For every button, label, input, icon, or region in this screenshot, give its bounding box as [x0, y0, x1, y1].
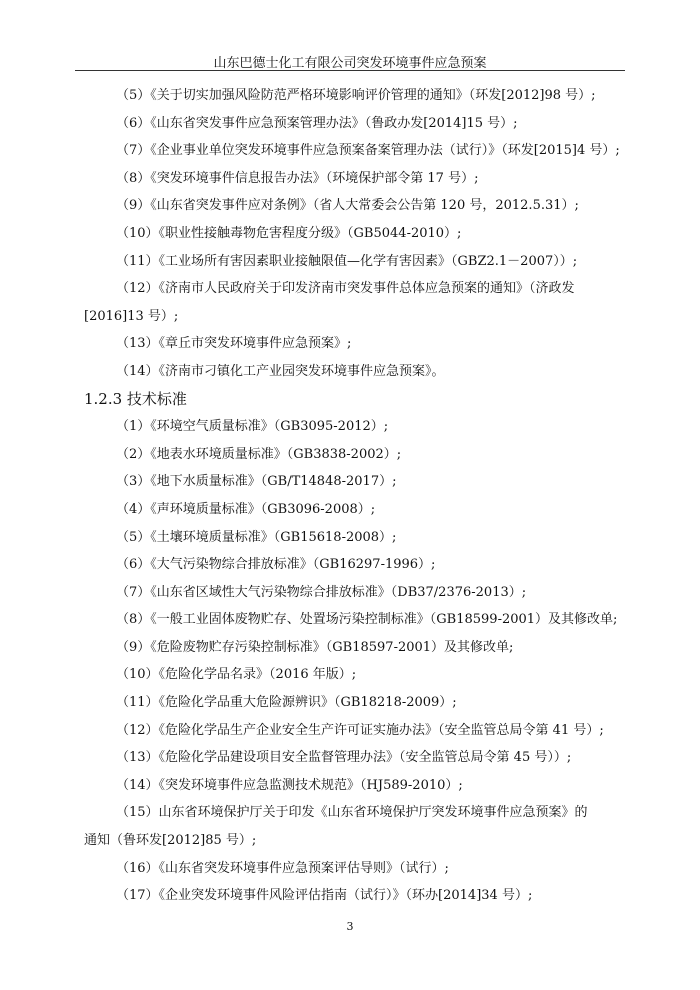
- standard-item: （11）《危险化学品重大危险源辨识》（GB18218-2009）;: [116, 695, 457, 711]
- standard-item: （7）《山东省区域性大气污染物综合排放标准》（DB37/2376-2013）;: [116, 584, 527, 600]
- page-number: 3: [346, 920, 354, 933]
- regulation-item: （14）《济南市刁镇化工产业园突发环境事件应急预案》。: [116, 363, 445, 379]
- standard-item: （4）《声环境质量标准》（GB3096-2008）;: [116, 501, 376, 517]
- standard-item: （16）《山东省突发环境事件应急预案评估导则》（试行）;: [116, 860, 449, 876]
- section-heading: 1.2.3 技术标准: [84, 389, 187, 408]
- regulation-item: （12）《济南市人民政府关于印发济南市突发事件总体应急预案的通知》（济政发: [116, 281, 575, 297]
- standard-item: （9）《危险废物贮存污染控制标准》（GB18597-2001）及其修改单;: [116, 639, 514, 655]
- standard-item: （2）《地表水环境质量标准》（GB3838-2002）;: [116, 446, 402, 462]
- standard-item: （8）《一般工业固体废物贮存、处置场污染控制标准》（GB18599-2001）及其修改单;: [116, 612, 618, 628]
- regulation-item: （6）《山东省突发事件应急预案管理办法》（鲁政办发[2014]15 号）;: [116, 115, 518, 131]
- regulation-item: （9）《山东省突发事件应对条例》（省人大常委会公告第 120 号，2012.5.31）;: [116, 198, 579, 214]
- standard-item: （15）山东省环境保护厅关于印发《山东省环境保护厅突发环境事件应急预案》的: [116, 805, 588, 821]
- regulation-item: （13）《章丘市突发环境事件应急预案》;: [116, 336, 352, 352]
- document-body: [84, 82, 624, 910]
- regulation-item: （11）《工业场所有害因素职业接触限值—化学有害因素》（GBZ2.1－2007））;: [116, 253, 578, 269]
- standard-item: （5）《土壤环境质量标准》（GB15618-2008）;: [116, 529, 397, 545]
- standard-item: （17）《企业突发环境事件风险评估指南（试行）》（环办[2014]34 号）;: [116, 888, 533, 904]
- standard-item: （1）《环境空气质量标准》（GB3095-2012）;: [116, 419, 389, 435]
- regulation-item: （10）《职业性接触毒物危害程度分级》（GB5044-2010）;: [116, 225, 462, 241]
- regulation-item: （8）《突发环境事件信息报告办法》（环境保护部令第 17 号）;: [116, 170, 479, 186]
- standard-item: （6）《大气污染物综合排放标准》（GB16297-1996）;: [116, 557, 436, 573]
- standard-item: （14）《突发环境事件应急监测技术规范》（HJ589-2010）;: [116, 777, 463, 793]
- regulation-item-continuation: [2016]13 号）;: [84, 308, 179, 324]
- document-header-title: 山东巴德士化工有限公司突发环境事件应急预案: [213, 56, 487, 71]
- header-divider: [75, 70, 625, 71]
- regulation-item: （7）《企业事业单位突发环境事件应急预案备案管理办法（试行）》（环发[2015]4 号）;: [116, 143, 620, 159]
- standard-item: （13）《危险化学品建设项目安全监督管理办法》（安全监管总局令第 45 号））;: [116, 750, 572, 766]
- standard-item: （12）《危险化学品生产企业安全生产许可证实施办法》（安全监管总局令第 41 号）;: [116, 722, 604, 738]
- standard-item-continuation: 通知（鲁环发[2012]85 号）;: [84, 833, 257, 849]
- standard-item: （10）《危险化学品名录》（2016 年版）;: [116, 667, 357, 683]
- regulation-item: （5）《关于切实加强风险防范严格环境影响评价管理的通知》（环发[2012]98 号）;: [116, 88, 596, 103]
- standard-item: （3）《地下水质量标准》（GB/T14848-2017）;: [116, 474, 397, 490]
